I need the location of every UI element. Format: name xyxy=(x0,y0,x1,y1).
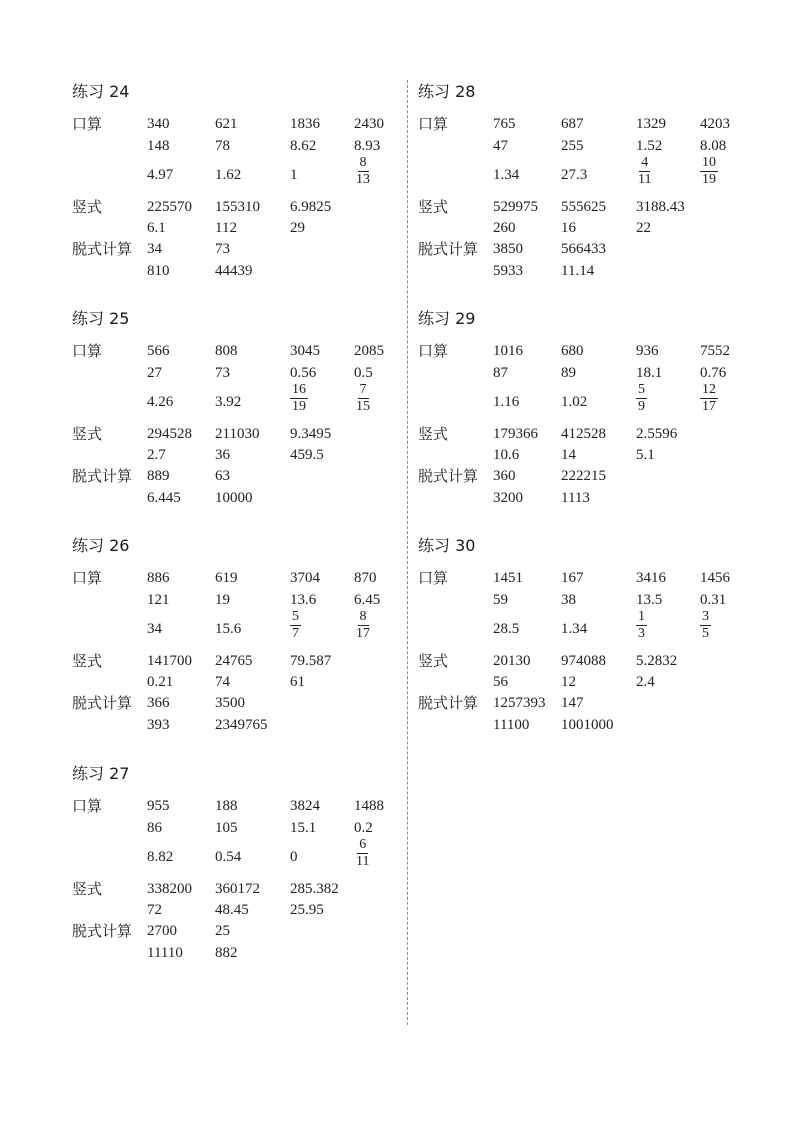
answer-value: 38 xyxy=(561,592,576,608)
answer-value: 882 xyxy=(215,945,238,961)
answer-value: 1001000 xyxy=(561,717,614,733)
mental-label: 口算 xyxy=(72,569,103,587)
answer-value: 141700 xyxy=(147,653,192,669)
answer-value: 0.56 xyxy=(290,365,317,381)
fraction-denominator: 19 xyxy=(292,399,306,414)
answer-value: 936 xyxy=(636,343,659,359)
answer-value: 3704 xyxy=(290,570,320,586)
step-label: 脱式计算 xyxy=(72,694,133,712)
step-label: 脱式计算 xyxy=(418,240,479,258)
answer-value: 34 xyxy=(147,621,162,637)
answer-value: 360 xyxy=(493,468,516,484)
fraction-numerator: 3 xyxy=(702,609,709,624)
answer-value: 11.14 xyxy=(561,263,595,279)
answer-value: 3188.43 xyxy=(636,199,685,215)
answer-value: 393 xyxy=(147,717,170,733)
exercise-title: 练习 26 xyxy=(72,536,130,555)
answer-value: 1 xyxy=(290,167,298,183)
answer-value: 19 xyxy=(215,592,230,608)
answer-value: 0.21 xyxy=(147,674,174,690)
answer-value: 3824 xyxy=(290,798,320,814)
answer-value: 1451 xyxy=(493,570,523,586)
answer-value: 61 xyxy=(290,674,305,690)
answer-value: 25 xyxy=(215,923,230,939)
answer-value: 285.382 xyxy=(290,881,339,897)
answer-value: 6.9825 xyxy=(290,199,332,215)
answer-value: 22 xyxy=(636,220,651,236)
mental-label: 口算 xyxy=(418,342,449,360)
fraction-numerator: 12 xyxy=(702,382,716,397)
answer-value: 3500 xyxy=(215,695,245,711)
exercise-title: 练习 24 xyxy=(72,82,130,101)
answer-value: 8.08 xyxy=(700,138,727,154)
answer-value: 6.445 xyxy=(147,490,181,506)
answer-value: 1016 xyxy=(493,343,523,359)
answer-value: 2700 xyxy=(147,923,177,939)
fraction-denominator: 15 xyxy=(356,399,370,414)
fraction-answer xyxy=(290,609,301,642)
answer-value: 3.92 xyxy=(215,394,242,410)
vertical-label: 竖式 xyxy=(418,198,449,216)
fraction-numerator: 10 xyxy=(702,155,716,170)
answer-value: 1836 xyxy=(290,116,320,132)
vertical-label: 竖式 xyxy=(72,652,103,670)
answer-value: 20130 xyxy=(493,653,531,669)
exercise-block xyxy=(72,82,402,282)
answer-value: 338200 xyxy=(147,881,192,897)
answer-value: 86 xyxy=(147,820,162,836)
fraction-numerator: 8 xyxy=(359,609,367,624)
fraction-answer xyxy=(636,609,647,642)
answer-value: 4.97 xyxy=(147,167,174,183)
answer-value: 2085 xyxy=(354,343,384,359)
answer-value: 0.31 xyxy=(700,592,727,608)
answer-value: 1488 xyxy=(354,798,384,814)
answer-value: 1.52 xyxy=(636,138,663,154)
answer-value: 48.45 xyxy=(215,902,249,918)
fraction-denominator: 11 xyxy=(638,172,652,187)
step-label: 脱式计算 xyxy=(72,467,133,485)
answer-value: 4203 xyxy=(700,116,730,132)
fraction-denominator: 5 xyxy=(702,626,709,641)
fraction-denominator: 11 xyxy=(356,854,370,869)
answer-value: 44439 xyxy=(215,263,253,279)
fraction-answer xyxy=(354,382,372,415)
answer-value: 27.3 xyxy=(561,167,588,183)
answer-value: 27 xyxy=(147,365,162,381)
answer-value: 121 xyxy=(147,592,170,608)
answer-value: 260 xyxy=(493,220,516,236)
answer-value: 0.76 xyxy=(700,365,727,381)
answer-value: 680 xyxy=(561,343,584,359)
answer-value: 12 xyxy=(561,674,576,690)
answer-value: 56 xyxy=(493,674,508,690)
exercise-title: 练习 25 xyxy=(72,309,130,328)
answer-value: 255 xyxy=(561,138,584,154)
fraction-answer xyxy=(636,382,647,415)
answer-value: 15.1 xyxy=(290,820,317,836)
answer-value: 889 xyxy=(147,468,170,484)
answer-value: 188 xyxy=(215,798,238,814)
answer-value: 8.93 xyxy=(354,138,381,154)
answer-value: 2349765 xyxy=(215,717,268,733)
answer-value: 148 xyxy=(147,138,170,154)
answer-value: 0.54 xyxy=(215,849,242,865)
fraction-denominator: 3 xyxy=(638,626,645,641)
answer-value: 167 xyxy=(561,570,584,586)
answer-value: 5933 xyxy=(493,263,523,279)
answer-value: 13.6 xyxy=(290,592,317,608)
answer-value: 11100 xyxy=(493,717,530,733)
vertical-label: 竖式 xyxy=(72,880,103,898)
answer-value: 765 xyxy=(493,116,516,132)
answer-value: 412528 xyxy=(561,426,606,442)
answer-value: 11110 xyxy=(147,945,183,961)
vertical-label: 竖式 xyxy=(418,652,449,670)
exercise-block xyxy=(72,764,402,964)
mental-label: 口算 xyxy=(418,115,449,133)
answer-value: 886 xyxy=(147,570,170,586)
answer-value: 808 xyxy=(215,343,238,359)
answer-value: 810 xyxy=(147,263,170,279)
answer-value: 29 xyxy=(290,220,305,236)
answer-value: 2.7 xyxy=(147,447,166,463)
answer-value: 9.3495 xyxy=(290,426,332,442)
fraction-denominator: 7 xyxy=(292,626,299,641)
answer-value: 211030 xyxy=(215,426,260,442)
answer-value: 3850 xyxy=(493,241,523,257)
exercise-title: 练习 27 xyxy=(72,764,130,783)
answer-value: 3416 xyxy=(636,570,666,586)
fraction-numerator: 7 xyxy=(359,382,367,397)
answer-value: 25.95 xyxy=(290,902,324,918)
answer-value: 3200 xyxy=(493,490,523,506)
answer-value: 1456 xyxy=(700,570,730,586)
exercise-block xyxy=(418,536,748,736)
answer-value: 72 xyxy=(147,902,162,918)
mental-label: 口算 xyxy=(72,342,103,360)
fraction-answer xyxy=(354,609,372,642)
answer-value: 14 xyxy=(561,447,576,463)
answer-value: 28.5 xyxy=(493,621,520,637)
fraction-numerator: 16 xyxy=(292,382,306,397)
answer-value: 1.34 xyxy=(493,167,520,183)
answer-value: 10.6 xyxy=(493,447,520,463)
answer-value: 1257393 xyxy=(493,695,546,711)
answer-value: 15.6 xyxy=(215,621,242,637)
exercise-title: 练习 28 xyxy=(418,82,476,101)
answer-value: 155310 xyxy=(215,199,260,215)
answer-value: 34 xyxy=(147,241,162,257)
mental-label: 口算 xyxy=(72,797,103,815)
answer-value: 24765 xyxy=(215,653,253,669)
answer-value: 63 xyxy=(215,468,230,484)
answer-value: 89 xyxy=(561,365,576,381)
answer-value: 1.34 xyxy=(561,621,588,637)
mental-label: 口算 xyxy=(418,569,449,587)
fraction-answer xyxy=(700,155,718,188)
exercise-title: 练习 30 xyxy=(418,536,476,555)
answer-value: 73 xyxy=(215,241,230,257)
answer-value: 3045 xyxy=(290,343,320,359)
answer-value: 619 xyxy=(215,570,238,586)
answer-value: 13.5 xyxy=(636,592,663,608)
answer-value: 1.62 xyxy=(215,167,242,183)
answer-value: 4.26 xyxy=(147,394,174,410)
answer-value: 294528 xyxy=(147,426,192,442)
answer-value: 87 xyxy=(493,365,508,381)
fraction-numerator: 8 xyxy=(359,155,367,170)
answer-value: 5.2832 xyxy=(636,653,678,669)
answer-value: 687 xyxy=(561,116,584,132)
answer-value: 78 xyxy=(215,138,230,154)
answer-value: 79.587 xyxy=(290,653,332,669)
fraction-answer xyxy=(700,609,711,642)
exercise-block xyxy=(418,309,748,509)
answer-value: 225570 xyxy=(147,199,192,215)
answer-value: 974088 xyxy=(561,653,606,669)
answer-value: 74 xyxy=(215,674,230,690)
fraction-answer xyxy=(636,155,653,188)
answer-value: 366 xyxy=(147,695,170,711)
fraction-answer xyxy=(354,837,371,870)
answer-value: 566 xyxy=(147,343,170,359)
exercise-block xyxy=(418,82,748,282)
fraction-denominator: 9 xyxy=(638,399,645,414)
step-label: 脱式计算 xyxy=(418,467,479,485)
answer-value: 0 xyxy=(290,849,298,865)
answer-value: 73 xyxy=(215,365,230,381)
answer-value: 0.2 xyxy=(354,820,373,836)
exercise-title: 练习 29 xyxy=(418,309,476,328)
answer-value: 59 xyxy=(493,592,508,608)
mental-label: 口算 xyxy=(72,115,103,133)
fraction-answer xyxy=(290,382,308,415)
vertical-label: 竖式 xyxy=(72,198,103,216)
fraction-numerator: 1 xyxy=(638,609,645,624)
answer-value: 955 xyxy=(147,798,170,814)
answer-value: 1.16 xyxy=(493,394,520,410)
answer-value: 8.82 xyxy=(147,849,174,865)
column-divider xyxy=(407,80,408,1025)
exercise-block xyxy=(72,536,402,736)
answer-value: 2.5596 xyxy=(636,426,678,442)
answer-value: 360172 xyxy=(215,881,260,897)
answer-value: 18.1 xyxy=(636,365,663,381)
answer-value: 1.02 xyxy=(561,394,588,410)
answer-value: 6.1 xyxy=(147,220,166,236)
answer-value: 147 xyxy=(561,695,584,711)
fraction-denominator: 17 xyxy=(702,399,716,414)
answer-value: 112 xyxy=(215,220,237,236)
answer-value: 7552 xyxy=(700,343,730,359)
answer-value: 870 xyxy=(354,570,377,586)
answer-value: 222215 xyxy=(561,468,606,484)
exercise-block xyxy=(72,309,402,509)
step-label: 脱式计算 xyxy=(418,694,479,712)
step-label: 脱式计算 xyxy=(72,922,133,940)
fraction-denominator: 13 xyxy=(356,172,370,187)
answer-value: 2.4 xyxy=(636,674,655,690)
answer-value: 6.45 xyxy=(354,592,381,608)
fraction-numerator: 4 xyxy=(641,155,649,170)
fraction-numerator: 5 xyxy=(638,382,645,397)
answer-value: 340 xyxy=(147,116,170,132)
answer-value: 105 xyxy=(215,820,238,836)
fraction-denominator: 19 xyxy=(702,172,716,187)
answer-value: 459.5 xyxy=(290,447,324,463)
answer-value: 10000 xyxy=(215,490,253,506)
answer-value: 555625 xyxy=(561,199,606,215)
answer-value: 621 xyxy=(215,116,238,132)
fraction-numerator: 6 xyxy=(359,837,367,852)
vertical-label: 竖式 xyxy=(72,425,103,443)
answer-value: 5.1 xyxy=(636,447,655,463)
fraction-denominator: 17 xyxy=(356,626,370,641)
answer-value: 179366 xyxy=(493,426,538,442)
answer-value: 0.5 xyxy=(354,365,373,381)
answer-value: 1329 xyxy=(636,116,666,132)
answer-value: 566433 xyxy=(561,241,606,257)
answer-value: 8.62 xyxy=(290,138,317,154)
answer-value: 36 xyxy=(215,447,230,463)
vertical-label: 竖式 xyxy=(418,425,449,443)
answer-value: 2430 xyxy=(354,116,384,132)
fraction-answer xyxy=(354,155,372,188)
answer-value: 1113 xyxy=(561,490,590,506)
fraction-numerator: 5 xyxy=(292,609,299,624)
answer-value: 16 xyxy=(561,220,576,236)
answer-value: 529975 xyxy=(493,199,538,215)
fraction-answer xyxy=(700,382,718,415)
answer-value: 47 xyxy=(493,138,508,154)
step-label: 脱式计算 xyxy=(72,240,133,258)
